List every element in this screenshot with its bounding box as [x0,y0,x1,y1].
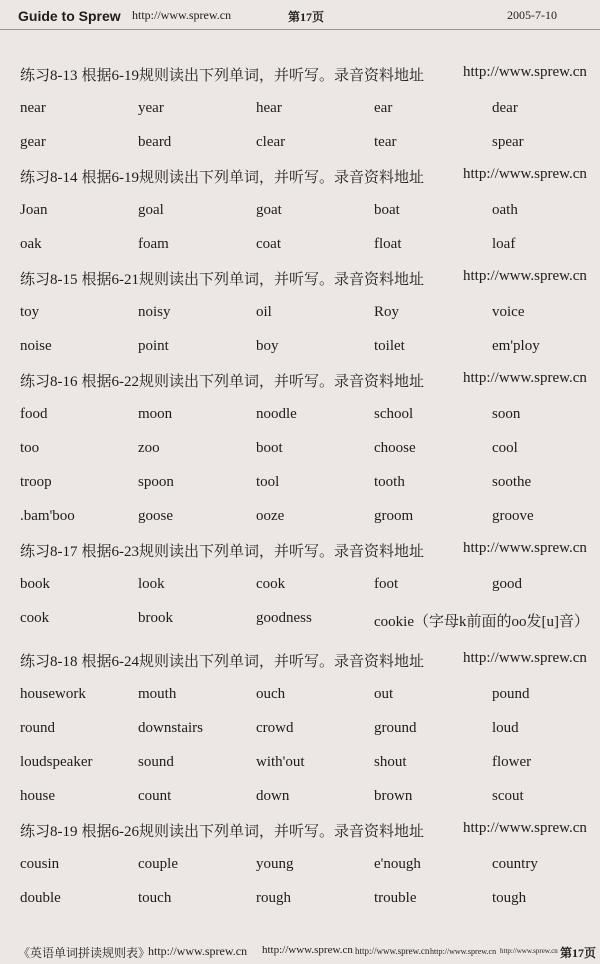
exercise-code: 练习8-15 [20,272,78,288]
audio-url-link[interactable]: http://www.sprew.cn [463,166,587,182]
vocab-word: couple [138,856,178,872]
vocab-word: cook [256,576,286,592]
vocab-word: .bam'boo [20,508,75,524]
vocab-word: foot [374,576,399,592]
vocab-word: loudspeaker [20,754,93,770]
vocab-word: point [138,338,169,354]
vocab-word: em'ploy [492,338,540,354]
exercise-code: 练习8-17 [20,544,78,560]
vocab-word: with'out [256,754,305,770]
vocab-word: goal [138,202,164,218]
vocab-word: school [374,406,414,422]
vocab-word: toilet [374,338,405,354]
vocab-word: clear [256,134,286,150]
vocab-word: soon [492,406,521,422]
exercise-instruction: 根据6-26规则读出下列单词，并听写。录音资料地址 [81,824,424,840]
vocab-word: goodness [256,610,312,626]
vocab-word: out [374,686,394,702]
vocab-word: tear [374,134,397,150]
vocab-word: Roy [374,304,400,320]
exercise-heading [20,166,424,187]
vocab-word: spoon [138,474,174,490]
exercise-instruction: 根据6-22规则读出下列单词，并听写。录音资料地址 [81,374,424,390]
vocab-word: cook [20,610,50,626]
audio-url-link[interactable]: http://www.sprew.cn [463,650,587,666]
vocab-word: foam [138,236,169,252]
exercise-instruction: 根据6-19规则读出下列单词，并听写。录音资料地址 [81,68,424,84]
vocab-word: tool [256,474,280,490]
vocab-word: oak [20,236,42,252]
exercise-instruction: 根据6-19规则读出下列单词，并听写。录音资料地址 [81,170,424,186]
exercise-code: 练习8-18 [20,654,78,670]
vocab-word: brook [138,610,173,626]
vocab-word: double [20,890,61,906]
vocab-word: troop [20,474,52,490]
exercise-heading [20,820,424,841]
footer-url[interactable]: http://www.sprew.cn [430,947,497,956]
vocab-word: spear [492,134,524,150]
header-page-number: 第17页 [288,10,325,24]
vocab-word: groom [374,508,414,524]
vocab-word: choose [374,440,416,456]
exercise-heading [20,268,424,289]
vocab-word: toy [20,304,40,320]
vocab-word: ear [374,100,393,116]
audio-url-link[interactable]: http://www.sprew.cn [463,820,587,836]
page-footer [0,940,600,962]
exercise-instruction: 根据6-21规则读出下列单词，并听写。录音资料地址 [81,272,424,288]
vocab-word: crowd [256,720,294,736]
vocab-word: look [138,576,165,592]
header-title: Guide to Sprew [18,8,121,24]
vocab-word: hear [256,100,282,116]
vocab-word: noisy [138,304,171,320]
vocab-word: beard [138,134,172,150]
vocab-word: loaf [492,236,516,252]
vocab-word: goat [256,202,282,218]
vocab-word: cookie（字母k前面的oo发[u]音） [374,614,589,630]
vocab-word: brown [374,788,413,804]
vocab-word: ooze [256,508,285,524]
footer-book-title: 《英语单词拼读规则表》 [18,946,151,960]
header-url[interactable]: http://www.sprew.cn [132,8,232,22]
vocab-word: good [492,576,522,592]
vocab-word: down [256,788,290,804]
vocab-word: too [20,440,40,456]
exercise-code: 练习8-14 [20,170,78,186]
exercise-instruction: 根据6-23规则读出下列单词，并听写。录音资料地址 [81,544,424,560]
exercise-code: 练习8-16 [20,374,78,390]
vocab-word: zoo [138,440,160,456]
vocab-word: groove [492,508,534,524]
vocab-word: gear [20,134,46,150]
vocab-word: float [374,236,402,252]
vocab-word: boot [256,440,283,456]
vocab-word: boat [374,202,400,218]
header-date: 2005-7-10 [507,8,557,22]
vocab-word: round [20,720,55,736]
audio-url-link[interactable]: http://www.sprew.cn [463,64,587,80]
vocab-word: ouch [256,686,286,702]
vocab-word: food [20,406,48,422]
header-divider [0,29,600,30]
vocab-word: soothe [492,474,532,490]
vocab-word: rough [256,890,291,906]
exercise-code: 练习8-19 [20,824,78,840]
exercise-code: 练习8-13 [20,68,78,84]
vocab-word: oath [492,202,518,218]
vocab-word: mouth [138,686,177,702]
vocab-word: scout [492,788,524,804]
footer-url[interactable]: http://www.sprew.cn [262,944,353,956]
vocab-word: cool [492,440,518,456]
vocab-word: shout [374,754,407,770]
vocab-word: moon [138,406,173,422]
vocab-word: loud [492,720,519,736]
vocab-word: touch [138,890,172,906]
vocab-word: boy [256,338,279,354]
vocab-word: count [138,788,172,804]
vocab-word: pound [492,686,530,702]
vocab-word: tooth [374,474,405,490]
vocab-word: young [256,856,294,872]
vocab-word: cousin [20,856,60,872]
vocab-word: goose [138,508,173,524]
vocab-word: noise [20,338,52,354]
vocab-word: coat [256,236,281,252]
vocab-word: near [20,100,46,116]
vocab-word: noodle [256,406,297,422]
vocab-word: house [20,788,55,804]
exercise-instruction: 根据6-24规则读出下列单词，并听写。录音资料地址 [81,654,424,670]
exercise-heading [20,650,424,671]
audio-url-link[interactable]: http://www.sprew.cn [463,540,587,556]
footer-url[interactable]: http://www.sprew.cn [148,944,248,958]
vocab-word: downstairs [138,720,203,736]
audio-url-link[interactable]: http://www.sprew.cn [463,268,587,284]
audio-url-link[interactable]: http://www.sprew.cn [463,370,587,386]
vocab-word: oil [256,304,272,320]
vocab-word: book [20,576,50,592]
vocab-word: year [138,100,164,116]
vocab-word: country [492,856,538,872]
vocab-word: sound [138,754,174,770]
exercise-heading [20,540,424,561]
vocab-word: ground [374,720,417,736]
vocab-word: dear [492,100,518,116]
vocab-word: tough [492,890,527,906]
footer-url[interactable]: http://www.sprew.cn [355,946,430,956]
footer-url[interactable]: http://www.sprew.cn [500,947,558,955]
page-header [0,0,600,28]
vocab-word: housework [20,686,86,702]
vocab-word: trouble [374,890,417,906]
vocab-word: flower [492,754,532,770]
vocab-word: e'nough [374,856,421,872]
vocab-word: voice [492,304,525,320]
footer-page-number: 第17页 [560,946,597,960]
exercise-heading [20,64,424,85]
vocab-word: Joan [20,202,48,218]
exercise-heading [20,370,424,391]
